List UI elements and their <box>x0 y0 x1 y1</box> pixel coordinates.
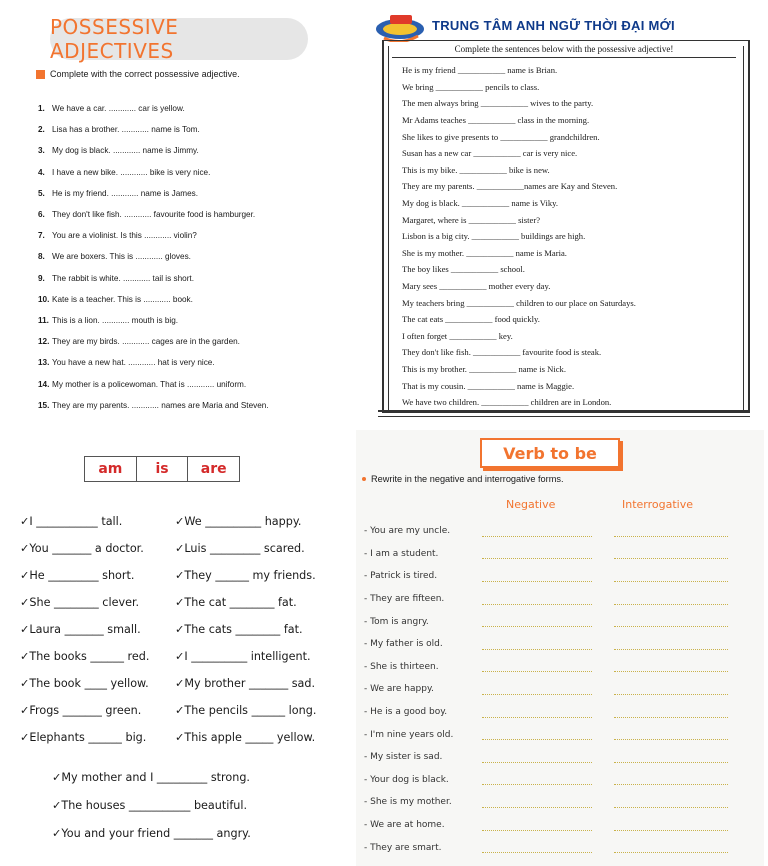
interrogative-answer-line <box>614 820 728 831</box>
exercise-item <box>38 352 358 373</box>
negative-answer-line <box>482 616 592 627</box>
exercise-left: ✓He _________ short. <box>20 569 135 582</box>
bullet-square-icon <box>36 70 45 79</box>
negative-answer-line <box>482 639 592 650</box>
center-name: TRUNG TÂM ANH NGỮ THỜI ĐẠI MỚI <box>432 18 675 33</box>
negative-answer-line <box>482 594 592 605</box>
exercise-item <box>38 119 358 140</box>
sentence-row <box>364 746 758 769</box>
exercise-right: ✓My brother _______ sad. <box>175 677 316 690</box>
sentence-row <box>364 656 758 679</box>
sentence-row <box>364 814 758 837</box>
exercise-number: 14. <box>38 379 50 389</box>
sentence-item: They are my parents. ___________names are Kay and Steven. <box>402 181 618 192</box>
sentence-row <box>364 520 758 543</box>
negative-answer-line <box>482 526 592 537</box>
exercise-item <box>38 373 358 394</box>
interrogative-answer-line <box>614 774 728 785</box>
interrogative-answer-line <box>614 548 728 559</box>
sentence-item: He is my friend ___________ name is Brian. <box>402 65 558 76</box>
exercise-item <box>38 204 358 225</box>
frame-baseline <box>378 410 750 417</box>
exercise-text: Kate is a teacher. This is ............ book. <box>52 294 193 304</box>
interrogative-answer-line <box>614 661 728 672</box>
sentence-item: We have two children. ___________ children are in London. <box>402 397 612 408</box>
word-is: is <box>137 457 189 481</box>
sentence-item: My teachers bring ___________ children to our place on Saturdays. <box>402 297 636 308</box>
exercise-number: 11. <box>38 315 49 325</box>
exercise-number: 9. <box>38 273 45 283</box>
interrogative-answer-line <box>614 707 728 718</box>
exercise-number: 6. <box>38 210 45 220</box>
bullet-dot-icon <box>362 477 366 481</box>
exercise-text: Lisa has a brother. ............ name is Tom. <box>52 125 200 135</box>
exercise-text: We are boxers. This is ............ gloves. <box>52 252 191 262</box>
exercise-row <box>20 643 350 670</box>
exercise-text: The rabbit is white. ............ tail is short. <box>52 273 194 283</box>
negative-answer-line <box>482 774 592 785</box>
negative-answer-line <box>482 684 592 695</box>
exercise-row <box>20 697 350 724</box>
sentence-row <box>364 543 758 566</box>
exercise-text: ✓My mother and I _________ strong. <box>52 770 250 784</box>
negative-answer-line <box>482 820 592 831</box>
interrogative-answer-line <box>614 616 728 627</box>
exercise-item <box>38 246 358 267</box>
exercise-item <box>38 98 358 119</box>
exercise-number: 15. <box>38 400 50 410</box>
exercise-number: 3. <box>38 146 45 156</box>
exercise-list <box>38 98 358 416</box>
sentence-text: - We are at home. <box>364 820 445 831</box>
sentence-item: Lisbon is a big city. ___________ buildings are high. <box>402 231 586 242</box>
exercise-row <box>52 791 352 819</box>
exercise-number: 2. <box>38 125 45 135</box>
sentence-row <box>364 769 758 792</box>
sentence-item: The cat eats ___________ food quickly. <box>402 314 540 325</box>
exercise-item <box>38 225 358 246</box>
exercise-left: ✓She ________ clever. <box>20 596 140 609</box>
exercise-row <box>20 562 350 589</box>
extra-exercises <box>52 763 352 847</box>
sentence-row <box>364 791 758 814</box>
exercise-right: ✓The cat ________ fat. <box>175 596 297 609</box>
sentence-item: Margaret, where is ___________ sister? <box>402 214 541 225</box>
interrogative-answer-line <box>614 639 728 650</box>
negative-answer-line <box>482 752 592 763</box>
exercise-left: ✓Elephants ______ big. <box>20 731 147 744</box>
instruction <box>36 69 240 79</box>
sentence-item: We bring ___________ pencils to class. <box>402 81 540 92</box>
sentence-text: - They are smart. <box>364 842 442 853</box>
exercise-left: ✓I ___________ tall. <box>20 515 123 528</box>
exercise-right: ✓We __________ happy. <box>175 515 302 528</box>
interrogative-answer-line <box>614 729 728 740</box>
possessive-sentences-worksheet <box>370 6 760 421</box>
sentence-text: - I'm nine years old. <box>364 729 454 740</box>
negative-answer-line <box>482 729 592 740</box>
exercise-grid <box>20 508 350 751</box>
exercise-item <box>38 140 358 161</box>
sentence-item: She likes to give presents to ___________ grandchildren. <box>402 131 600 142</box>
exercise-text: My dog is black. ............ name is Jimmy. <box>52 146 199 156</box>
sentence-item: They don't like fish. ___________ favourite food is steak. <box>402 347 602 358</box>
sentence-text: - Patrick is tired. <box>364 571 438 582</box>
sentence-row <box>364 701 758 724</box>
word-bank <box>84 456 240 482</box>
exercise-row <box>20 535 350 562</box>
title-box <box>480 438 620 468</box>
exercise-item <box>38 162 358 183</box>
sentence-text: - You are my uncle. <box>364 526 451 537</box>
exercise-item <box>38 183 358 204</box>
interrogative-answer-line <box>614 752 728 763</box>
exercise-left: ✓The book ____ yellow. <box>20 677 149 690</box>
exercise-row <box>20 589 350 616</box>
word-are: are <box>200 461 227 477</box>
school-logo-icon <box>374 12 430 42</box>
sentence-row <box>364 678 758 701</box>
interrogative-answer-line <box>614 797 728 808</box>
exercise-item <box>38 331 358 352</box>
worksheet-title: POSSESSIVE ADJECTIVES <box>50 15 179 63</box>
column-interrogative: Interrogative <box>622 498 694 511</box>
worksheet-title: Verb to be <box>503 443 597 463</box>
negative-answer-line <box>482 661 592 672</box>
exercise-left: ✓You _______ a doctor. <box>20 542 144 555</box>
exercise-number: 5. <box>38 188 45 198</box>
verb-to-be-worksheet <box>356 430 764 866</box>
sentence-row <box>364 565 758 588</box>
sentence-item: My dog is black. ___________ name is Viky. <box>402 198 559 209</box>
exercise-number: 8. <box>38 252 45 262</box>
column-negative: Negative <box>506 498 556 511</box>
am-is-are-worksheet <box>14 440 354 860</box>
exercise-text: He is my friend. ............ name is James. <box>52 188 199 198</box>
exercise-number: 10. <box>38 294 50 304</box>
exercise-right: ✓Luis _________ scared. <box>175 542 305 555</box>
exercise-row <box>20 670 350 697</box>
instruction <box>362 474 564 484</box>
exercise-text: ✓The houses ___________ beautiful. <box>52 798 248 812</box>
sentence-text: - He is a good boy. <box>364 707 448 718</box>
interrogative-answer-line <box>614 842 728 853</box>
word-am: am <box>85 457 137 481</box>
exercise-left: ✓Frogs _______ green. <box>20 704 142 717</box>
interrogative-answer-line <box>614 684 728 695</box>
possessive-adjectives-worksheet <box>14 6 354 421</box>
sentence-row <box>364 836 758 859</box>
exercise-text: They are my birds. ............ cages are in the garden. <box>52 337 240 347</box>
sentence-text: - She is thirteen. <box>364 661 439 672</box>
sentence-item: This is my bike. ___________ bike is new. <box>402 164 550 175</box>
sentence-row <box>364 633 758 656</box>
sentence-item: She is my mother. ___________ name is Maria. <box>402 247 567 258</box>
sentence-item: I often forget ___________ key. <box>402 330 513 341</box>
exercise-number: 4. <box>38 167 45 177</box>
exercise-number: 13. <box>38 358 50 368</box>
exercise-item <box>38 395 358 416</box>
exercise-item <box>38 310 358 331</box>
exercise-number: 7. <box>38 231 45 241</box>
worksheet-heading: Complete the sentences below with the possessive adjective! <box>392 44 736 58</box>
exercise-row <box>52 819 352 847</box>
sentence-row <box>364 610 758 633</box>
exercise-text: They don't like fish. ............ favourite food is hamburger. <box>52 210 256 220</box>
exercise-text: This is a lion. ............ mouth is big. <box>52 315 179 325</box>
sentence-item: Mary sees ___________ mother every day. <box>402 281 551 292</box>
negative-answer-line <box>482 571 592 582</box>
exercise-right: ✓The pencils ______ long. <box>175 704 317 717</box>
exercise-row <box>52 763 352 791</box>
exercise-row <box>20 724 350 751</box>
interrogative-answer-line <box>614 571 728 582</box>
sentence-text: - I am a student. <box>364 548 439 559</box>
negative-answer-line <box>482 548 592 559</box>
instruction-text: Rewrite in the negative and interrogative forms. <box>371 474 564 484</box>
sentence-item: The men always bring ___________ wives to the party. <box>402 98 594 109</box>
negative-answer-line <box>482 842 592 853</box>
exercise-text: I have a new bike. ............ bike is very nice. <box>52 167 211 177</box>
sentence-list <box>402 62 737 410</box>
sentence-text: - They are fifteen. <box>364 594 445 605</box>
sentence-item: That is my cousin. ___________ name is Maggie. <box>402 380 575 391</box>
sentence-text: - Your dog is black. <box>364 774 449 785</box>
negative-answer-line <box>482 797 592 808</box>
sentence-row <box>364 723 758 746</box>
exercise-text: You are a violinist. Is this ............ violin? <box>52 231 197 241</box>
sentence-item: Susan has a new car ___________ car is very nice. <box>402 148 578 159</box>
sentence-item: The boy likes ___________ school. <box>402 264 525 275</box>
sentence-text: - Tom is angry. <box>364 616 429 627</box>
exercise-item <box>38 289 358 310</box>
exercise-item <box>38 268 358 289</box>
exercise-right: ✓The cats ________ fat. <box>175 623 303 636</box>
sentence-text: - We are happy. <box>364 684 434 695</box>
exercise-right: ✓This apple _____ yellow. <box>175 731 316 744</box>
exercise-right: ✓They ______ my friends. <box>175 569 316 582</box>
exercise-text: My mother is a policewoman. That is ............ uniform. <box>52 379 247 389</box>
sentence-text: - She is my mother. <box>364 797 452 808</box>
negative-answer-line <box>482 707 592 718</box>
sentence-item: This is my brother. ___________ name is Nick. <box>402 363 566 374</box>
sentence-row <box>364 588 758 611</box>
worksheet-title-pill <box>50 15 308 63</box>
exercise-right: ✓I __________ intelligent. <box>175 650 311 663</box>
exercise-text: ✓You and your friend _______ angry. <box>52 826 251 840</box>
exercise-text: You have a new hat. ............ hat is very nice. <box>52 358 215 368</box>
sentence-list <box>364 520 758 859</box>
exercise-number: 12. <box>38 337 50 347</box>
exercise-text: They are my parents. ............ names are Maria and Steven. <box>52 400 269 410</box>
exercise-left: ✓The books ______ red. <box>20 650 150 663</box>
sentence-text: - My father is old. <box>364 639 443 650</box>
interrogative-answer-line <box>614 526 728 537</box>
exercise-number: 1. <box>38 104 45 114</box>
instruction-text: Complete with the correct possessive adjective. <box>50 69 240 79</box>
exercise-row <box>20 508 350 535</box>
interrogative-answer-line <box>614 594 728 605</box>
sentence-text: - My sister is sad. <box>364 752 443 763</box>
exercise-left: ✓Laura _______ small. <box>20 623 141 636</box>
sentence-item: Mr Adams teaches ___________ class in the morning. <box>402 115 590 126</box>
exercise-row <box>20 616 350 643</box>
exercise-text: We have a car. ............ car is yellow. <box>52 104 185 114</box>
